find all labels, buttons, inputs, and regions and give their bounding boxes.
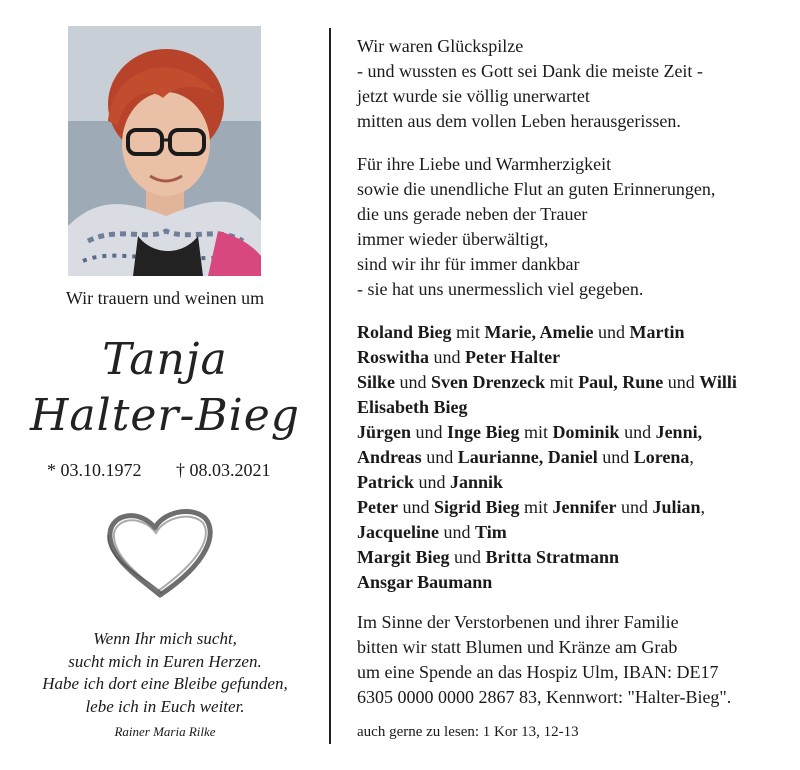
family-name: Dominik bbox=[552, 422, 620, 442]
family-connector: und bbox=[411, 422, 447, 442]
verse-2 bbox=[357, 152, 787, 302]
family-connector: und bbox=[449, 547, 486, 567]
family-list bbox=[357, 320, 787, 595]
family-name: Elisabeth Bieg bbox=[357, 397, 468, 417]
family-name: Jürgen bbox=[357, 422, 411, 442]
poem-line: Wenn Ihr mich sucht, bbox=[93, 629, 237, 648]
family-name: Lorena bbox=[633, 447, 690, 467]
verse-line: - und wussten es Gott sei Dank die meiste Zeit - bbox=[357, 61, 703, 81]
family-connector: und bbox=[597, 447, 634, 467]
verse-line: Für ihre Liebe und Warmherzigkeit bbox=[357, 154, 612, 174]
mourning-intro: Wir trauern und weinen um bbox=[65, 288, 265, 308]
family-name: Britta Stratmann bbox=[485, 547, 619, 567]
verse-line: - sie hat uns unermesslich viel gegeben. bbox=[357, 279, 644, 299]
family-connector: und bbox=[619, 422, 656, 442]
family-line bbox=[357, 370, 787, 395]
poem-line: sucht mich in Euren Herzen. bbox=[68, 651, 262, 671]
family-name: Marie, Amelie bbox=[484, 322, 594, 342]
family-connector: und bbox=[413, 472, 450, 492]
family-line bbox=[357, 545, 787, 570]
family-connector: , bbox=[689, 447, 694, 467]
family-connector: und bbox=[397, 497, 434, 517]
family-name: Martin bbox=[629, 322, 685, 342]
family-connector: und bbox=[421, 447, 458, 467]
donation-line: um eine Spende an das Hospiz Ulm, IBAN: DE17 bbox=[357, 662, 719, 682]
verse-line: Wir waren Glückspilze bbox=[357, 36, 524, 56]
family-line bbox=[357, 495, 787, 520]
family-line bbox=[357, 470, 787, 495]
family-name: Andreas bbox=[357, 447, 422, 467]
heart-icon bbox=[100, 503, 220, 607]
family-connector: und bbox=[616, 497, 653, 517]
family-connector: mit bbox=[519, 422, 553, 442]
donation-line: Im Sinne der Verstorbenen und ihrer Familie bbox=[357, 612, 679, 632]
family-line bbox=[357, 520, 787, 545]
reading-reference: auch gerne zu lesen: 1 Kor 13, 12-13 bbox=[357, 724, 579, 740]
poem-line: lebe ich in Euch weiter. bbox=[85, 696, 245, 716]
verse-line: sind wir ihr für immer dankbar bbox=[357, 254, 580, 274]
family-name: Margit Bieg bbox=[357, 547, 450, 567]
donation-line: bitten wir statt Blumen und Kränze am Grab bbox=[357, 637, 678, 657]
family-connector: und bbox=[395, 372, 432, 392]
family-name: Roswitha bbox=[357, 347, 430, 367]
family-connector: und bbox=[663, 372, 700, 392]
donation-line: 6305 0000 0000 2867 83, Kennwort: "Halter-Bieg". bbox=[357, 687, 732, 707]
family-name: Roland Bieg bbox=[357, 322, 452, 342]
last-name: Halter-Bieg bbox=[30, 390, 300, 441]
family-name: Laurianne, Daniel bbox=[457, 447, 598, 467]
right-column bbox=[357, 34, 787, 745]
family-name: Jennifer bbox=[552, 497, 617, 517]
family-name: Tim bbox=[475, 522, 507, 542]
family-connector: mit bbox=[545, 372, 579, 392]
family-line bbox=[357, 420, 787, 445]
family-line bbox=[357, 395, 787, 420]
family-name: Ansgar Baumann bbox=[357, 572, 493, 592]
verse-line: mitten aus dem vollen Leben herausgerissen. bbox=[357, 111, 681, 131]
family-name: Silke bbox=[357, 372, 396, 392]
family-line bbox=[357, 320, 787, 345]
first-name: Tanja bbox=[102, 334, 228, 385]
family-connector: mit bbox=[519, 497, 553, 517]
left-column bbox=[0, 0, 330, 770]
family-name: Peter Halter bbox=[465, 347, 561, 367]
family-name: Jannik bbox=[449, 472, 504, 492]
family-connector: , bbox=[700, 497, 706, 517]
family-name: Paul, Rune bbox=[578, 372, 664, 392]
verse-line: jetzt wurde sie völlig unerwartet bbox=[357, 86, 590, 106]
poem-author: Rainer Maria Rilke bbox=[114, 724, 216, 739]
family-connector: und bbox=[439, 522, 476, 542]
family-name: Sven Drenzeck bbox=[431, 372, 546, 392]
donation-note bbox=[357, 610, 787, 710]
family-name: Inge Bieg bbox=[447, 422, 520, 442]
family-connector: und bbox=[429, 347, 466, 367]
verse-1 bbox=[357, 34, 787, 134]
portrait-photo bbox=[68, 26, 261, 276]
verse-line: sowie die unendliche Flut an guten Erinnerungen, bbox=[357, 179, 716, 199]
family-connector: mit bbox=[451, 322, 485, 342]
family-name: Patrick bbox=[357, 472, 414, 492]
family-name: Willi bbox=[699, 372, 737, 392]
family-connector: und bbox=[593, 322, 630, 342]
family-name: Jacqueline bbox=[357, 522, 440, 542]
family-line bbox=[357, 445, 787, 470]
family-name: Julian bbox=[652, 497, 701, 517]
death-date: † 08.03.2021 bbox=[176, 460, 271, 480]
family-line bbox=[357, 345, 787, 370]
family-line bbox=[357, 570, 787, 595]
birth-date: * 03.10.1972 bbox=[47, 460, 142, 480]
family-name: Peter bbox=[357, 497, 398, 517]
verse-line: immer wieder überwältigt, bbox=[357, 229, 549, 249]
verse-line: die uns gerade neben der Trauer bbox=[357, 204, 588, 224]
poem bbox=[0, 628, 330, 718]
column-divider bbox=[329, 28, 331, 744]
family-name: Sigrid Bieg bbox=[433, 497, 520, 517]
family-name: Jenni, bbox=[655, 422, 703, 442]
poem-line: Habe ich dort eine Bleibe gefunden, bbox=[42, 674, 288, 693]
